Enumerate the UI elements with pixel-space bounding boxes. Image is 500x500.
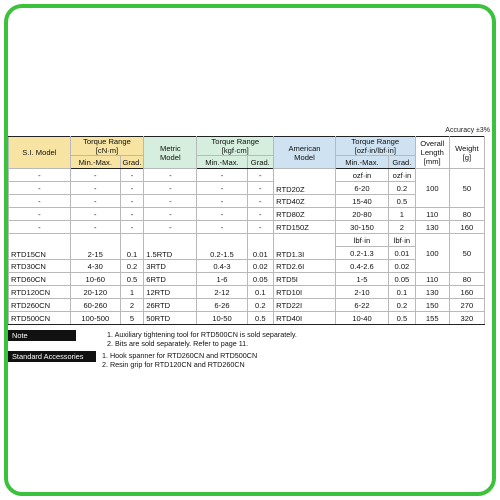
metric-grad-cell: -	[247, 182, 274, 195]
american-model-cell: RTD80Z	[274, 208, 336, 221]
si-range-cell: 2-15	[70, 234, 120, 260]
american-range-cell: 15-40	[335, 195, 388, 208]
weight-cell: 270	[449, 299, 484, 312]
american-range-cell: 6-20	[335, 182, 388, 195]
header-american-min-max: Min.-Max.	[335, 156, 388, 169]
metric-model-cell: 26RTD	[144, 299, 197, 312]
american-range-cell: 20-80	[335, 208, 388, 221]
metric-range-cell: -	[197, 169, 247, 182]
american-model-cell: RTD1.3I	[274, 234, 336, 260]
si-model-cell: RTD60CN	[9, 273, 71, 286]
si-grad-cell: -	[120, 208, 143, 221]
header-si-grad: Grad.	[120, 156, 143, 169]
table-row	[9, 234, 485, 247]
metric-grad-cell: -	[247, 208, 274, 221]
metric-grad-cell: -	[247, 221, 274, 234]
header-metric-torque-range: Torque Range [kgf·cm]	[197, 137, 274, 156]
table-row	[9, 299, 485, 312]
si-model-cell: -	[9, 208, 71, 221]
header-metric-model: Metric Model	[144, 137, 197, 169]
si-range-cell: 10-60	[70, 273, 120, 286]
table-row	[9, 169, 485, 182]
spec-table	[8, 136, 485, 325]
metric-range-cell: -	[197, 195, 247, 208]
weight-cell: 160	[449, 286, 484, 299]
accessory-line: 2. Resin grip for RTD120CN and RTD260CN	[102, 360, 245, 369]
american-range-cell: 0.2-1.3	[335, 247, 388, 260]
si-range-cell: -	[70, 182, 120, 195]
metric-range-cell: 10-50	[197, 312, 247, 325]
american-model-cell: RTD150Z	[274, 221, 336, 234]
metric-grad-cell: 0.02	[247, 260, 274, 273]
header-american-grad: Grad.	[389, 156, 416, 169]
metric-grad-cell: 0.05	[247, 273, 274, 286]
american-grad-cell: 0.5	[389, 312, 416, 325]
si-grad-cell: -	[120, 195, 143, 208]
american-grad-cell: 0.2	[389, 182, 416, 195]
metric-range-cell: -	[197, 208, 247, 221]
header-american-torque-range: Torque Range [ozf·in/lbf·in]	[335, 137, 415, 156]
metric-grad-cell: -	[247, 169, 274, 182]
american-range-cell: 6-22	[335, 299, 388, 312]
note-line: 2. Bits are sold separately. Refer to page 11.	[107, 339, 249, 348]
length-cell: 110	[415, 208, 449, 221]
american-grad-cell: 0.01	[389, 247, 416, 260]
table-row	[9, 208, 485, 221]
metric-range-cell: -	[197, 182, 247, 195]
american-range-cell: 0.4-2.6	[335, 260, 388, 273]
american-model-cell: RTD20Z	[274, 169, 336, 195]
american-grad-cell: 2	[389, 221, 416, 234]
american-grad-cell: 0.02	[389, 260, 416, 273]
accessories-block	[8, 351, 485, 369]
american-grad-cell: 0.5	[389, 195, 416, 208]
american-range-cell: 30-150	[335, 221, 388, 234]
table-row	[9, 195, 485, 208]
american-unit-cell: ozf·in	[335, 169, 388, 182]
si-range-cell: 4-30	[70, 260, 120, 273]
table-row	[9, 312, 485, 325]
note-label: Note	[8, 330, 76, 341]
metric-model-cell: 3RTD	[144, 260, 197, 273]
note-block	[8, 330, 485, 348]
metric-model-cell: -	[144, 208, 197, 221]
metric-range-cell: 0.4-3	[197, 260, 247, 273]
header-metric-min-max: Min.-Max.	[197, 156, 247, 169]
header-metric-grad: Grad.	[247, 156, 274, 169]
si-grad-cell: 2	[120, 299, 143, 312]
table-row	[9, 260, 485, 273]
metric-range-cell: 2-12	[197, 286, 247, 299]
metric-range-cell: 1-6	[197, 273, 247, 286]
weight-cell: 80	[449, 273, 484, 286]
metric-grad-cell: 0.5	[247, 312, 274, 325]
american-model-cell: RTD5I	[274, 273, 336, 286]
si-model-cell: -	[9, 221, 71, 234]
american-unit-cell: lbf·in	[335, 234, 388, 247]
header-si-min-max: Min.-Max.	[70, 156, 120, 169]
si-range-cell: -	[70, 208, 120, 221]
si-grad-cell: 5	[120, 312, 143, 325]
american-unit-cell: ozf·in	[389, 169, 416, 182]
header-si-torque-range: Torque Range [cN·m]	[70, 137, 143, 156]
metric-range-cell: 0.2-1.5	[197, 234, 247, 260]
american-grad-cell: 0.1	[389, 286, 416, 299]
metric-model-cell: 50RTD	[144, 312, 197, 325]
metric-range-cell: 6-26	[197, 299, 247, 312]
notes-section	[8, 330, 485, 372]
american-unit-cell: lbf·in	[389, 234, 416, 247]
length-cell: 100	[415, 169, 449, 208]
si-model-cell: RTD500CN	[9, 312, 71, 325]
accessory-line: 1. Hook spanner for RTD260CN and RTD500CN	[102, 351, 258, 360]
si-range-cell: 100-500	[70, 312, 120, 325]
american-model-cell: RTD2.6I	[274, 260, 336, 273]
metric-model-cell: -	[144, 221, 197, 234]
weight-cell: 80	[449, 208, 484, 221]
table-row	[9, 182, 485, 195]
si-model-cell: RTD260CN	[9, 299, 71, 312]
accessories-lines	[96, 351, 257, 369]
si-model-cell: -	[9, 182, 71, 195]
si-range-cell: 20-120	[70, 286, 120, 299]
header-si-model: S.I. Model	[9, 137, 71, 169]
si-grad-cell: -	[120, 221, 143, 234]
table-row	[9, 221, 485, 234]
table-row	[9, 286, 485, 299]
length-cell: 130	[415, 221, 449, 234]
american-model-cell: RTD40I	[274, 312, 336, 325]
american-grad-cell: 0.05	[389, 273, 416, 286]
metric-range-cell: -	[197, 221, 247, 234]
weight-cell: 50	[449, 169, 484, 208]
si-model-cell: RTD15CN	[9, 234, 71, 260]
american-grad-cell: 1	[389, 208, 416, 221]
weight-cell: 50	[449, 234, 484, 273]
metric-grad-cell: 0.1	[247, 286, 274, 299]
si-grad-cell: 0.2	[120, 260, 143, 273]
header-weight: Weight [g]	[449, 137, 484, 169]
length-cell: 100	[415, 234, 449, 273]
header-american-model: American Model	[274, 137, 336, 169]
american-model-cell: RTD10I	[274, 286, 336, 299]
length-cell: 155	[415, 312, 449, 325]
note-line: 1. Auxiliary tightening tool for RTD500CN is sold separately.	[107, 330, 297, 339]
american-range-cell: 1-5	[335, 273, 388, 286]
si-model-cell: -	[9, 195, 71, 208]
american-range-cell: 2-10	[335, 286, 388, 299]
american-model-cell: RTD22I	[274, 299, 336, 312]
table-row	[9, 273, 485, 286]
note-lines	[101, 330, 297, 348]
metric-model-cell: 1.5RTD	[144, 234, 197, 260]
si-range-cell: -	[70, 221, 120, 234]
metric-model-cell: -	[144, 182, 197, 195]
metric-model-cell: -	[144, 195, 197, 208]
metric-model-cell: -	[144, 169, 197, 182]
si-range-cell: 60-260	[70, 299, 120, 312]
length-cell: 150	[415, 299, 449, 312]
si-grad-cell: -	[120, 169, 143, 182]
accessories-label: Standard Accessories	[8, 351, 96, 362]
metric-grad-cell: -	[247, 195, 274, 208]
si-grad-cell: -	[120, 182, 143, 195]
weight-cell: 160	[449, 221, 484, 234]
metric-grad-cell: 0.2	[247, 299, 274, 312]
si-grad-cell: 0.1	[120, 234, 143, 260]
si-range-cell: -	[70, 169, 120, 182]
si-range-cell: -	[70, 195, 120, 208]
si-grad-cell: 0.5	[120, 273, 143, 286]
weight-cell: 320	[449, 312, 484, 325]
si-model-cell: RTD30CN	[9, 260, 71, 273]
american-grad-cell: 0.2	[389, 299, 416, 312]
american-range-cell: 10-40	[335, 312, 388, 325]
accuracy-note: Accuracy ±3%	[445, 127, 490, 134]
si-grad-cell: 1	[120, 286, 143, 299]
header-overall-length: Overall Length [mm]	[415, 137, 449, 169]
american-model-cell: RTD40Z	[274, 195, 336, 208]
si-model-cell: RTD120CN	[9, 286, 71, 299]
si-model-cell: -	[9, 169, 71, 182]
length-cell: 130	[415, 286, 449, 299]
metric-model-cell: 6RTD	[144, 273, 197, 286]
length-cell: 110	[415, 273, 449, 286]
metric-grad-cell: 0.01	[247, 234, 274, 260]
metric-model-cell: 12RTD	[144, 286, 197, 299]
